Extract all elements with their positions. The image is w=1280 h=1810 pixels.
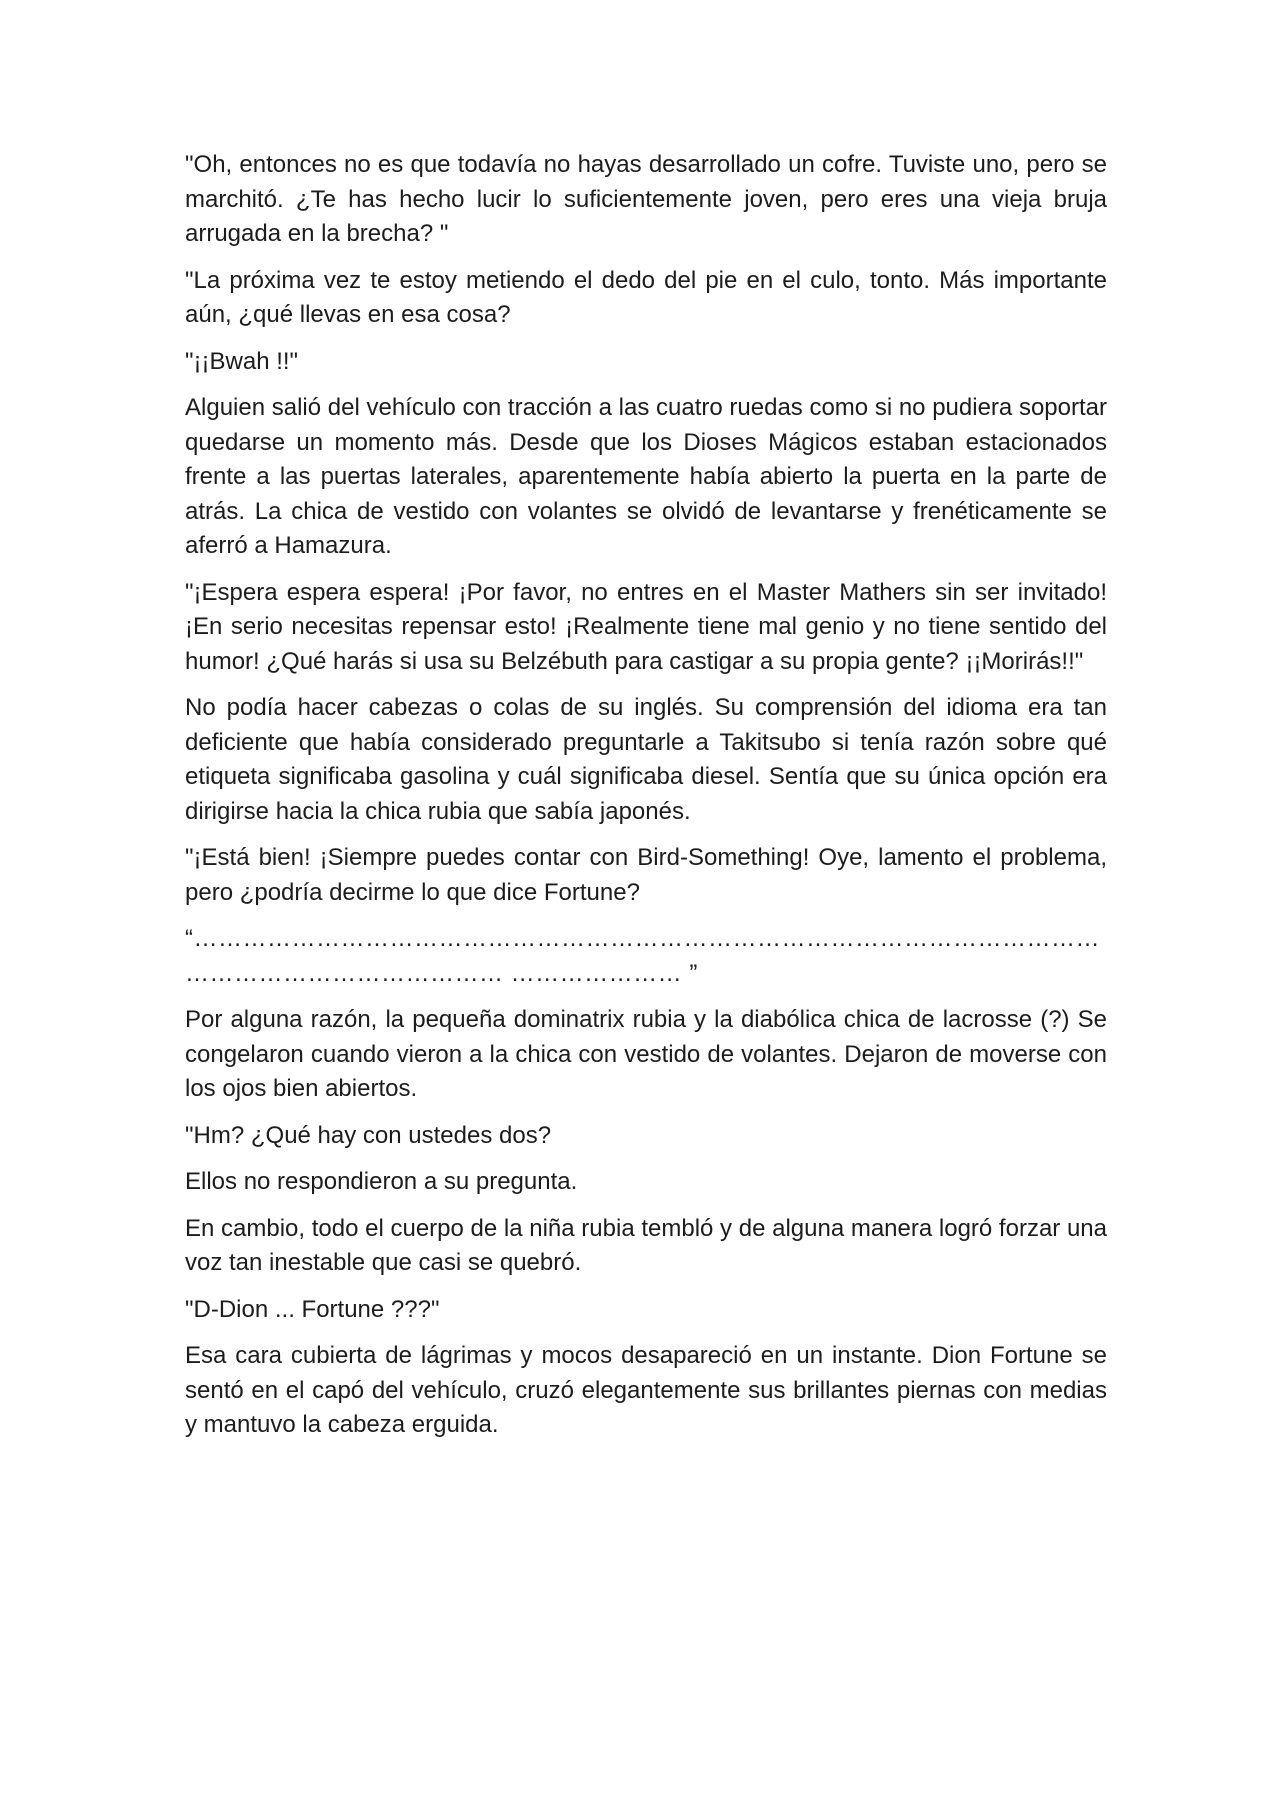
paragraph-7: "¡Está bien! ¡Siempre puedes contar con Bird-Something! Oye, lamento el problema, pero ¿podría decirme lo que dice Fortune?	[185, 844, 1107, 906]
paragraph-4: Alguien salió del vehículo con tracción a las cuatro ruedas como si no pudiera soportar quedarse un momento más. Desde que los Dioses Mágicos estaban estacionados frente a las puertas laterales, aparentemente había abierto la puerta en la parte de atrás. La chica de vestido con volantes se olvidó de levantarse y frenéticamente se aferró a Hamazura.	[185, 394, 1107, 559]
paragraph-2: "La próxima vez te estoy metiendo el dedo del pie en el culo, tonto. Más importante aún, ¿qué llevas en esa cosa?	[185, 266, 1107, 328]
paragraph-10: "Hm? ¿Qué hay con ustedes dos?	[185, 1121, 552, 1149]
paragraph-3: "¡¡Bwah !!"	[185, 347, 299, 375]
paragraph-5: "¡Espera espera espera! ¡Por favor, no entres en el Master Mathers sin ser invitado! ¡En serio necesitas repensar esto! ¡Realmente tiene mal genio y no tiene sentido del humor! ¿Qué harás si usa su Belzébuth para castigar a su propia gente? ¡¡Morirás!!"	[185, 578, 1107, 675]
paragraph-1: "Oh, entonces no es que todavía no hayas desarrollado un cofre. Tuviste uno, pero se marchitó. ¿Te has hecho lucir lo suficientemente joven, pero eres una vieja bruja arrugada en la brecha? "	[185, 151, 1107, 247]
ellipsis-paragraph: “…………………………………………………………………………………………………………………………………… ………………… ”	[185, 925, 1100, 987]
paragraph-6: No podía hacer cabezas o colas de su inglés. Su comprensión del idioma era tan deficiente que había considerado preguntarle a Takitsubo si tenía razón sobre qué etiqueta significaba gasolina y cuál significaba diesel. Sentía que su única opción era dirigirse hacia la chica rubia que sabía japonés.	[185, 694, 1107, 825]
paragraph-13: "D-Dion ... Fortune ???"	[185, 1295, 440, 1323]
paragraph-14: Esa cara cubierta de lágrimas y mocos desapareció en un instante. Dion Fortune se sentó en el capó del vehículo, cruzó elegantemente sus brillantes piernas con medias y mantuvo la cabeza erguida.	[185, 1342, 1107, 1438]
paragraph-9: Por alguna razón, la pequeña dominatrix rubia y la diabólica chica de lacrosse (?) Se congelaron cuando vieron a la chica con vestido de volantes. Dejaron de moverse con los ojos bien abiertos.	[185, 1006, 1107, 1102]
document-body	[185, 148, 1107, 1455]
paragraph-11: Ellos no respondieron a su pregunta.	[185, 1168, 578, 1195]
paragraph-12: En cambio, todo el cuerpo de la niña rubia tembló y de alguna manera logró forzar una voz tan inestable que casi se quebró.	[185, 1214, 1107, 1276]
